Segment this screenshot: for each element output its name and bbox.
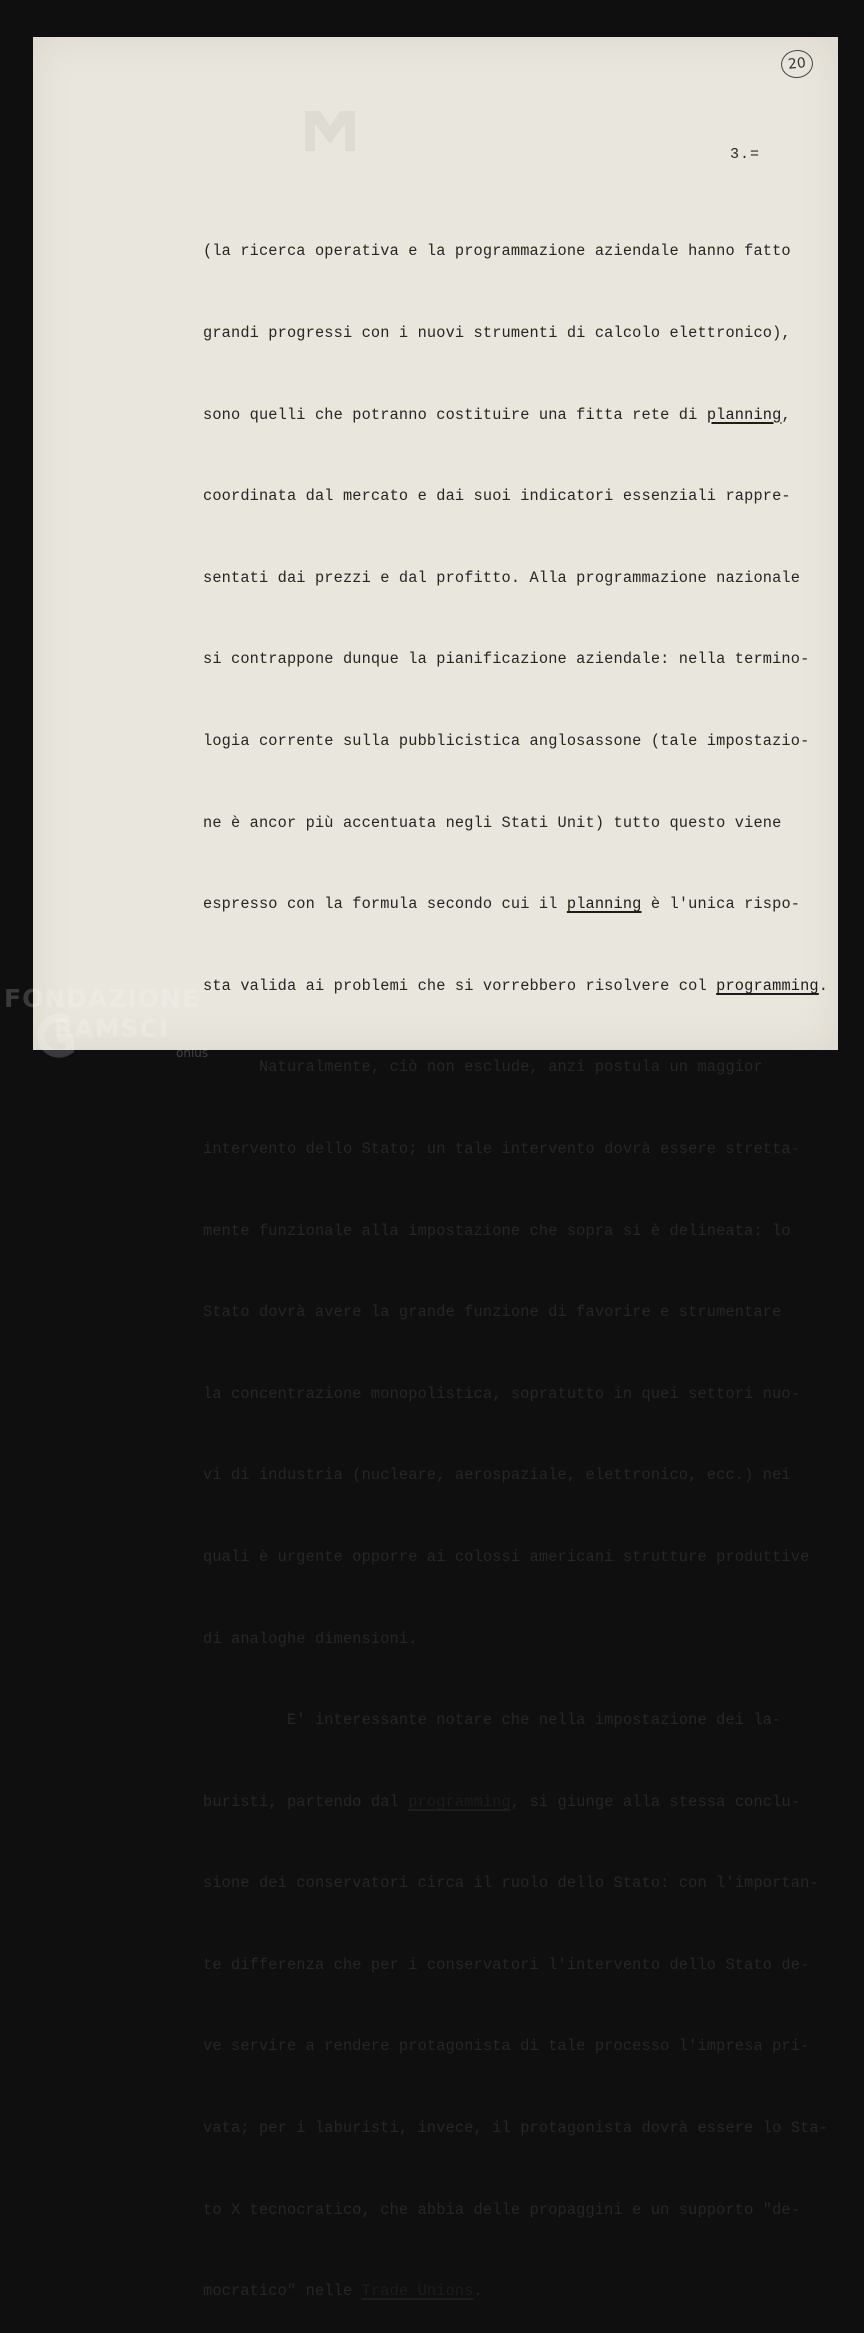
text-line: Stato dovrà avere la grande funzione di favorire e strumentare bbox=[203, 1303, 782, 1322]
underlined-term: planning bbox=[706, 405, 782, 424]
text-line: grandi progressi con i nuovi strumenti di calcolo elettronico), bbox=[203, 324, 791, 342]
text-line: quali è urgente opporre ai colossi americani strutture produttive bbox=[203, 1547, 810, 1566]
text-line: (la ricerca operativa e la programmazione aziendale hanno fatto bbox=[203, 242, 791, 261]
paper-watermark-emblem bbox=[300, 106, 360, 156]
watermark-line-2: RAMSCI bbox=[54, 1014, 170, 1043]
typed-body-text bbox=[203, 184, 843, 2333]
underlined-term: Trade Unions bbox=[361, 2282, 474, 2301]
text-line: Naturalmente, ciò non esclude, anzi postula un maggior bbox=[203, 1058, 763, 1077]
folio-number: 20 bbox=[780, 48, 815, 79]
text-line: sione dei conservatori circa il ruolo dello Stato: con l'importan- bbox=[203, 1874, 819, 1893]
watermark-line-1: FONDAZIONE bbox=[4, 984, 201, 1013]
text-line: mocratico" nelle Trade Unions. bbox=[203, 2282, 483, 2301]
underlined-term: programming bbox=[408, 1792, 511, 1811]
page-number: 3.= bbox=[730, 146, 761, 163]
text-line: si contrappone dunque la pianificazione aziendale: nella termino- bbox=[203, 650, 810, 669]
text-line: sta valida ai problemi che si vorrebbero risolvere col programming. bbox=[203, 976, 829, 995]
text-line: di analoghe dimensioni. bbox=[203, 1629, 418, 1648]
text-line: vi di industria (nucleare, aerospaziale, elettronico, ecc.) nei bbox=[203, 1466, 791, 1485]
text-line: logia corrente sulla pubblicistica anglosassone (tale impostazio- bbox=[203, 731, 810, 750]
text-line: ve servire a rendere protagonista di tale processo l'impresa pri- bbox=[203, 2037, 810, 2056]
text-line: espresso con la formula secondo cui il planning è l'unica rispo- bbox=[203, 895, 801, 914]
text-line: sono quelli che potranno costituire una fitta rete di planning, bbox=[203, 405, 791, 424]
text-line: mente funzionale alla impostazione che sopra si è delineata: lo bbox=[203, 1221, 791, 1240]
text-line: la concentrazione monopolistica, sopratutto in quei settori nuo- bbox=[203, 1384, 801, 1403]
text-line: E' interessante notare che nella impostazione dei la- bbox=[203, 1711, 782, 1730]
text-line: to X tecnocratico, che abbia delle propaggini e un supporto "de- bbox=[203, 2200, 801, 2219]
watermark-line-3: onlus bbox=[176, 1046, 209, 1060]
text-line: coordinata dal mercato e dai suoi indicatori essenziali rappre- bbox=[203, 487, 791, 506]
text-line: sentati dai prezzi e dal profitto. Alla programmazione nazionale bbox=[203, 568, 801, 587]
underlined-term: planning bbox=[566, 895, 642, 914]
text-line: intervento dello Stato; un tale intervento dovrà essere stretta- bbox=[203, 1139, 801, 1158]
underlined-term: programming bbox=[716, 976, 819, 995]
fondazione-gramsci-watermark bbox=[4, 984, 219, 1074]
text-line: vata; per i laburisti, invece, il protagonista dovrà essere lo Sta- bbox=[203, 2119, 829, 2138]
text-line: te differenza che per i conservatori l'intervento dello Stato de- bbox=[203, 1955, 810, 1974]
text-line: ne è ancor più accentuata negli Stati Unit) tutto questo viene bbox=[203, 813, 782, 832]
text-line: buristi, partendo dal programming, si giunge alla stessa conclu- bbox=[203, 1792, 801, 1811]
